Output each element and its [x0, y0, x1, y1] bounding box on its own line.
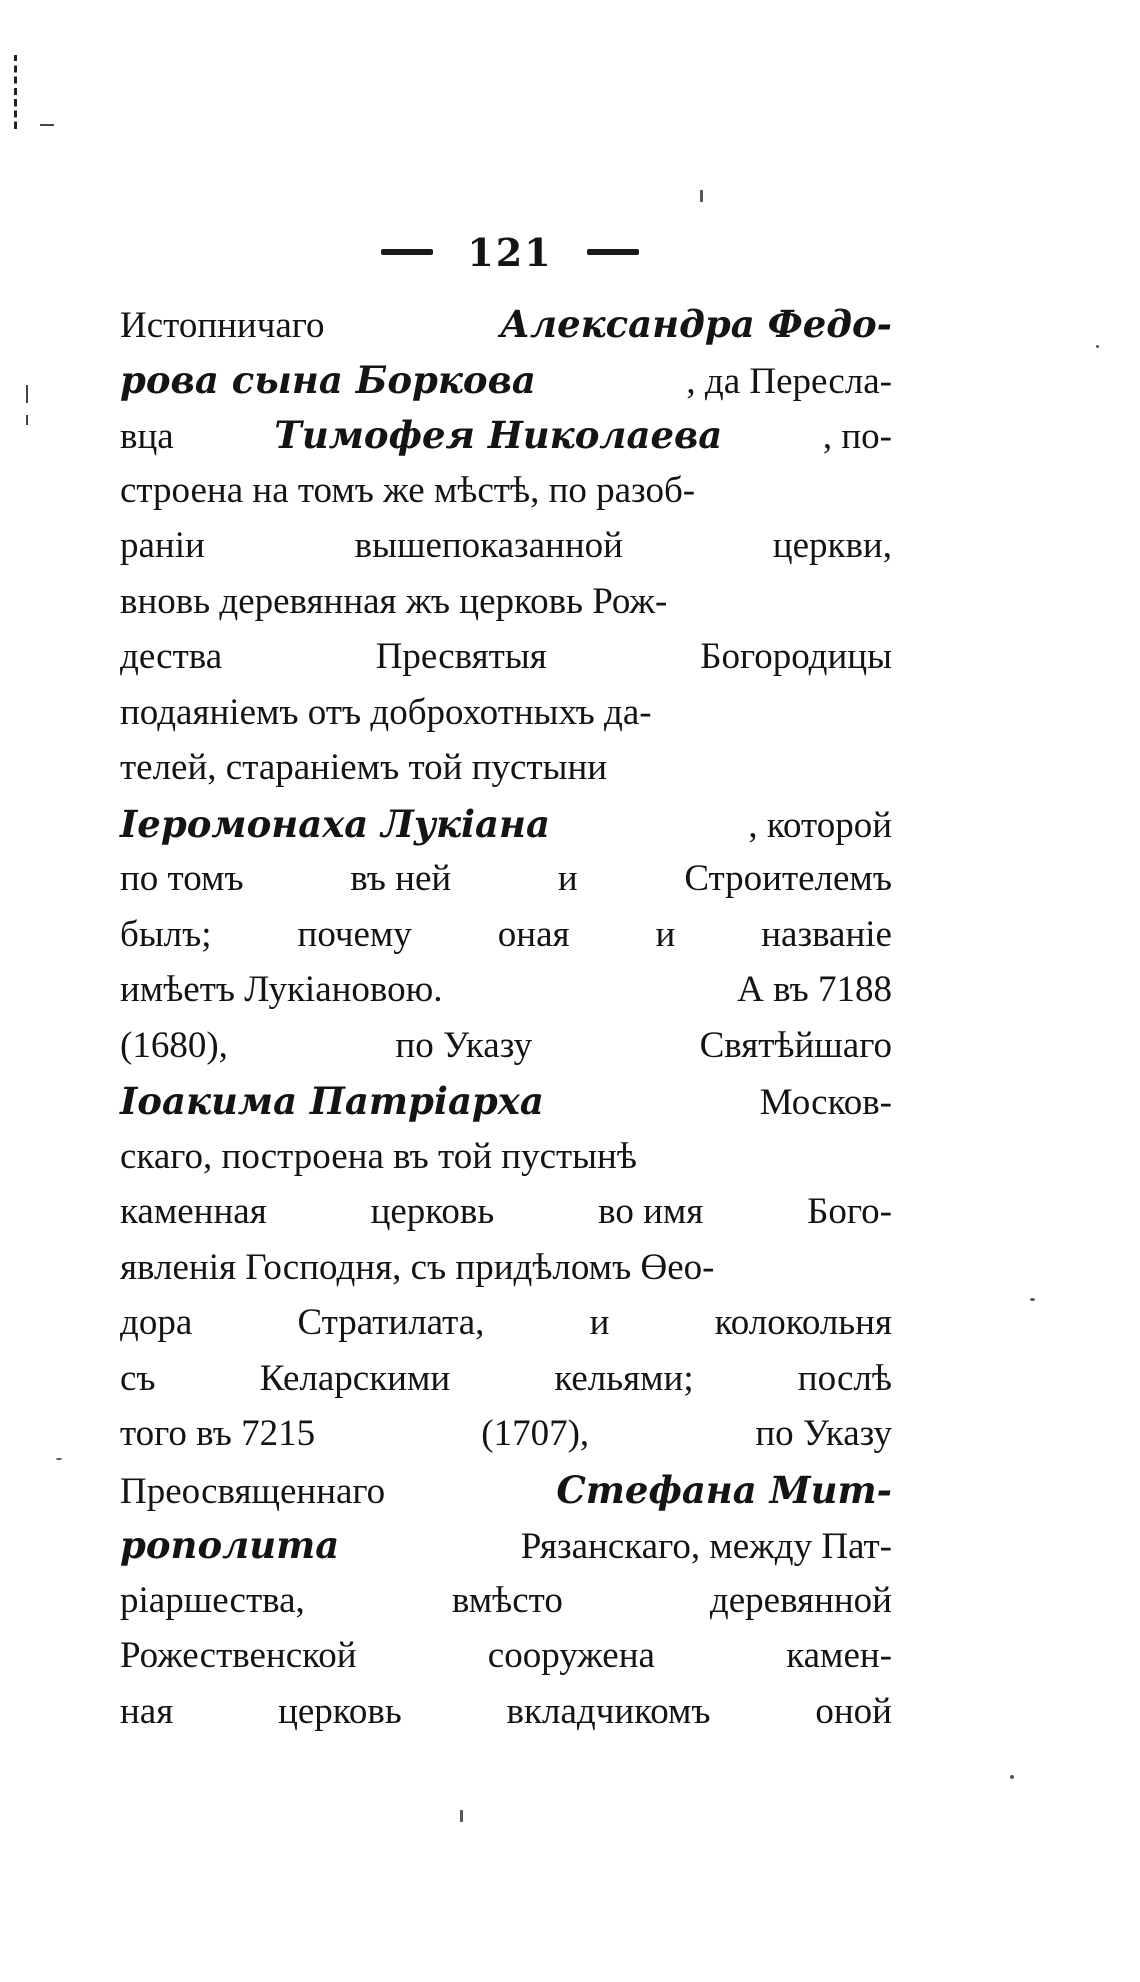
text-segment: и: [655, 913, 676, 955]
text-segment: во имя: [598, 1191, 704, 1232]
text-line: [120, 1024, 892, 1080]
text-segment: того въ 7215: [120, 1413, 316, 1454]
text-segment: (1707),: [481, 1413, 590, 1454]
text-line: [120, 802, 892, 858]
text-segment: Истопничаго: [120, 305, 325, 346]
page-header: [360, 222, 660, 282]
text-segment: и: [589, 1302, 610, 1343]
print-speck: [460, 1810, 463, 1822]
text-segment: Пресвятыя: [375, 636, 547, 677]
italic-name-segment: рова сына Боркова: [120, 357, 536, 402]
text-segment: (1680),: [120, 1024, 228, 1066]
header-dash-left: [381, 249, 433, 255]
text-segment: Строителемъ: [684, 858, 892, 899]
text-line: [120, 1079, 892, 1135]
text-segment: дества: [120, 636, 223, 677]
text-line: [120, 1135, 892, 1191]
text-segment: ная: [120, 1690, 174, 1732]
text-line: [120, 1246, 892, 1302]
text-segment: явленія Господня, съ придѣломъ Өео-: [120, 1246, 715, 1288]
edge-tick: [26, 415, 28, 425]
text-segment: и: [557, 858, 578, 899]
text-segment: вмѣсто: [451, 1579, 563, 1621]
text-line: [120, 913, 892, 969]
text-segment: по Указу: [755, 1413, 892, 1454]
header-dash-right: [587, 249, 639, 255]
text-segment: оной: [815, 1690, 892, 1732]
text-segment: церковь: [278, 1690, 402, 1732]
text-line: [120, 524, 892, 580]
text-segment: былъ;: [120, 913, 212, 955]
page-edge-mark: [14, 55, 25, 133]
text-line: [120, 469, 892, 525]
text-segment: А въ 7188: [737, 969, 892, 1010]
text-line: [120, 1634, 892, 1690]
text-segment: каменная: [120, 1191, 267, 1232]
text-line: [120, 1690, 892, 1746]
text-line: [120, 1190, 892, 1246]
text-segment: имѣетъ Лукіановою.: [120, 969, 443, 1010]
text-segment: по Указу: [395, 1024, 533, 1066]
text-line: [120, 968, 892, 1024]
text-segment: Стратилата,: [297, 1302, 485, 1343]
text-segment: Святѣйшаго: [699, 1024, 892, 1066]
text-segment: Преосвященнаго: [120, 1470, 386, 1512]
text-segment: по томъ: [120, 858, 244, 899]
edge-tick: [40, 124, 54, 126]
print-speck: [1030, 1298, 1035, 1301]
text-segment: въ ней: [350, 858, 452, 899]
italic-name-segment: рополита: [120, 1523, 340, 1567]
text-line: [120, 1301, 892, 1357]
text-line: [120, 635, 892, 691]
page-number: 121: [467, 229, 553, 275]
body-text: [120, 302, 892, 1745]
text-segment: послѣ: [797, 1357, 892, 1399]
text-line: [120, 1412, 892, 1468]
text-line: [120, 413, 892, 469]
print-speck: [1096, 345, 1099, 348]
text-line: [120, 1357, 892, 1413]
text-segment: Рожественской: [120, 1635, 357, 1676]
text-segment: Рязанскаго, между Пат-: [520, 1526, 892, 1567]
text-line: [120, 302, 892, 358]
text-segment: церкви,: [772, 525, 892, 566]
text-line: [120, 358, 892, 414]
print-speck: [700, 190, 703, 202]
text-line: [120, 1523, 892, 1579]
text-segment: съ: [120, 1357, 156, 1399]
text-segment: раніи: [120, 525, 205, 566]
text-line: [120, 1579, 892, 1635]
text-segment: Москов-: [759, 1082, 892, 1123]
text-segment: колокольня: [714, 1302, 892, 1343]
italic-name-segment: Александра Федо-: [499, 302, 892, 346]
text-segment: сооружена: [487, 1635, 655, 1676]
print-speck: [56, 1458, 62, 1460]
text-segment: , по-: [822, 416, 892, 457]
text-segment: ріаршества,: [120, 1579, 305, 1621]
text-segment: Богородицы: [700, 636, 892, 677]
text-segment: названіе: [761, 913, 892, 955]
text-line: [120, 1468, 892, 1524]
text-segment: , да Пересла-: [686, 360, 892, 402]
edge-tick: [26, 385, 28, 403]
text-line: [120, 857, 892, 913]
text-segment: телей, стараніемъ той пустыни: [120, 747, 608, 788]
text-line: [120, 580, 892, 636]
text-segment: кельями;: [554, 1357, 694, 1399]
text-segment: деревянной: [709, 1579, 892, 1621]
text-segment: , которой: [748, 804, 892, 846]
italic-name-segment: Тимофея Николаева: [274, 413, 723, 457]
text-segment: дора: [120, 1302, 193, 1343]
text-segment: оная: [497, 913, 570, 955]
text-segment: почему: [297, 913, 412, 955]
text-segment: Бого-: [807, 1191, 892, 1232]
text-line: [120, 746, 892, 802]
print-speck: [1010, 1775, 1014, 1779]
text-segment: Келарскими: [259, 1357, 451, 1399]
text-line: [120, 691, 892, 747]
text-segment: вца: [120, 416, 174, 457]
text-segment: камен-: [786, 1635, 892, 1676]
text-segment: подаяніемъ отъ доброхотныхъ да-: [120, 691, 652, 733]
italic-name-segment: Стефана Мит-: [556, 1467, 892, 1512]
text-segment: церковь: [370, 1191, 495, 1232]
text-segment: вкладчикомъ: [506, 1690, 711, 1732]
text-segment: строена на томъ же мѣстѣ, по разоб-: [120, 469, 696, 511]
italic-name-segment: Іоакима Патріарха: [120, 1079, 544, 1123]
text-segment: вышепоказанной: [354, 525, 623, 566]
text-segment: скаго, построена въ той пустынѣ: [120, 1135, 637, 1177]
text-segment: вновь деревянная жъ церковь Рож-: [120, 580, 668, 622]
italic-name-segment: Іеромонаха Лукіана: [120, 801, 550, 846]
